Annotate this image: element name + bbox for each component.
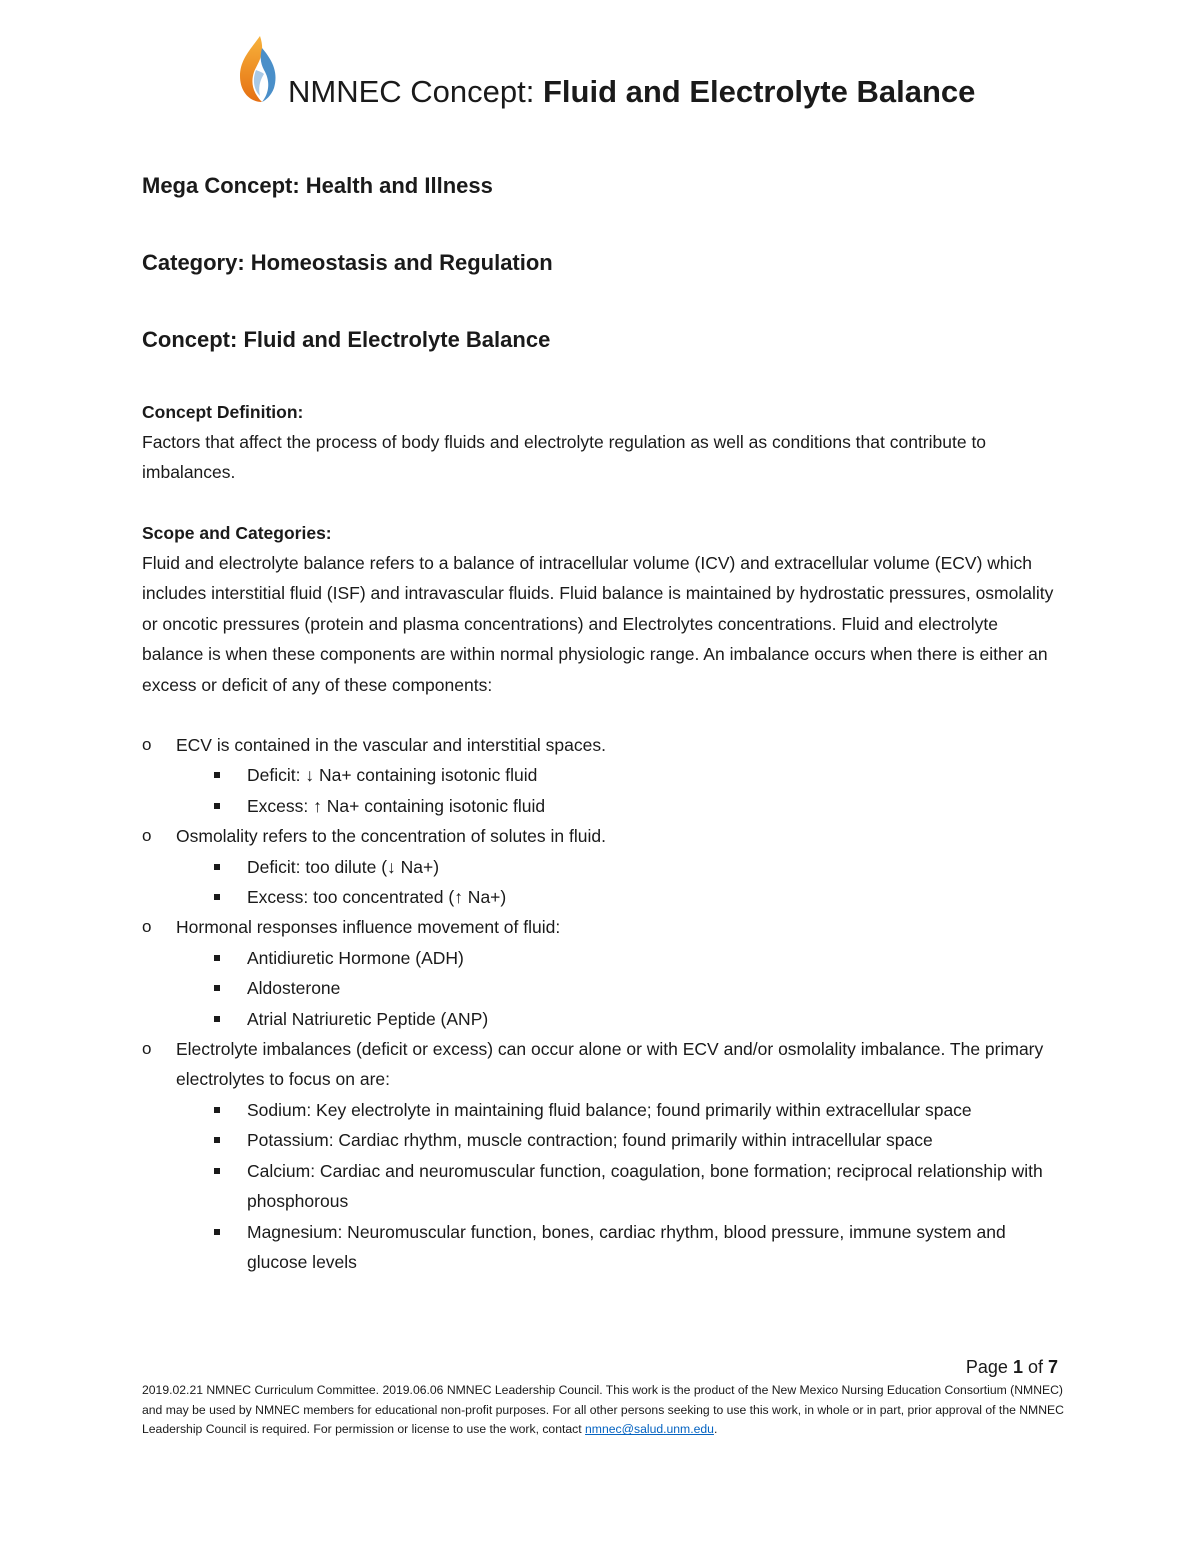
- flame-logo-icon: [236, 34, 280, 104]
- sub-list-item-text: Excess: ↑ Na+ containing isotonic fluid: [247, 795, 546, 816]
- sub-list-item-text: Deficit: too dilute (↓ Na+): [247, 856, 440, 877]
- list-marker: o: [142, 826, 152, 846]
- bullet-icon: [214, 985, 220, 991]
- sub-list-item-text: Aldosterone: [247, 978, 341, 999]
- bullet-icon: [214, 1107, 220, 1113]
- sub-list-item: [142, 973, 1062, 1003]
- bullet-icon: [214, 894, 220, 900]
- sub-list-item: [142, 1095, 1062, 1125]
- page-prefix: Page: [965, 1357, 1013, 1377]
- page-title: [288, 72, 975, 112]
- definition-label: Concept Definition:: [142, 402, 304, 422]
- list-item-text: Electrolyte imbalances (deficit or excess) can occur alone or with ECV and/or osmolality imbalance. The primary electrolytes to focus on are:: [176, 1039, 1044, 1090]
- list-item: [142, 730, 1062, 760]
- bullet-icon: [214, 1016, 220, 1022]
- page-total: 7: [1047, 1357, 1058, 1377]
- page-of: of: [1022, 1357, 1048, 1377]
- footer-notice-text: 2019.02.21 NMNEC Curriculum Committee. 2019.06.06 NMNEC Leadership Council. This work is the product of the New Mexico Nursing Education Consortium (NMNEC) and may be used by NMNEC members for educational non-profit purposes. For all other persons seeking to use this work, in whole or in part, prior approval of the NMNEC Leadership Council is required. For permission or license to use the work, contact: [142, 1383, 1064, 1437]
- contact-email-link[interactable]: nmnec@salud.unm.edu: [585, 1422, 714, 1437]
- sub-list-item-text: Potassium: Cardiac rhythm, muscle contraction; found primarily within intracellular space: [247, 1130, 933, 1151]
- list-marker: o: [142, 1039, 152, 1059]
- components-list: [142, 730, 1062, 1277]
- sub-list-item-text: Deficit: ↓ Na+ containing isotonic fluid: [247, 765, 538, 786]
- sub-list-item: [142, 1125, 1062, 1155]
- sub-list-item: [142, 760, 1062, 790]
- footer-notice-end: .: [713, 1422, 718, 1437]
- title-bold: Fluid and Electrolyte Balance: [542, 74, 976, 109]
- page-current: 1: [1012, 1357, 1023, 1377]
- sub-list-item-text: Excess: too concentrated (↑ Na+): [247, 887, 507, 908]
- sub-list-item: [142, 882, 1062, 912]
- bullet-icon: [214, 1168, 220, 1174]
- title-prefix: NMNEC Concept:: [288, 74, 543, 109]
- sub-list-item: [142, 1217, 1062, 1278]
- list-item-text: Hormonal responses influence movement of fluid:: [176, 917, 561, 938]
- sub-list-item: [142, 1004, 1062, 1034]
- list-item-text: ECV is contained in the vascular and interstitial spaces.: [176, 735, 606, 755]
- sub-list-item: [142, 791, 1062, 821]
- sub-list-item-text: Sodium: Key electrolyte in maintaining fluid balance; found primarily within extracellular space: [247, 1099, 972, 1120]
- definition-text: Factors that affect the process of body fluids and electrolyte regulation as well as conditions that contribute to imbalances.: [142, 432, 987, 483]
- list-item: [142, 1034, 1062, 1095]
- bullet-icon: [214, 803, 220, 809]
- sub-list-item: [142, 943, 1062, 973]
- bullet-icon: [214, 1137, 220, 1143]
- bullet-icon: [214, 1229, 220, 1235]
- page-number: [966, 1354, 1058, 1380]
- category-heading: Category: Homeostasis and Regulation: [142, 250, 553, 275]
- list-marker: o: [142, 735, 152, 754]
- document-header: [236, 34, 1036, 109]
- sub-list-item: [142, 1156, 1062, 1217]
- scope-text: Fluid and electrolyte balance refers to a balance of intracellular volume (ICV) and extracellular volume (ECV) which includes interstitial fluid (ISF) and intravascular fluids. Fluid balance is maintained by hydrostatic pressures, osmolality or oncotic pressures (protein and plasma concentrations) and Electrolytes concentrations. Fluid and electrolyte balance is when these components are within normal physiologic range. An imbalance occurs when there is either an excess or deficit of any of these components:: [142, 553, 1054, 695]
- list-item: [142, 912, 1062, 942]
- sub-list-item-text: Magnesium: Neuromuscular function, bones, cardiac rhythm, blood pressure, immune system and glucose levels: [247, 1221, 1006, 1272]
- mega-concept-heading: Mega Concept: Health and Illness: [142, 173, 493, 198]
- concept-heading: Concept: Fluid and Electrolyte Balance: [142, 327, 551, 352]
- sub-list-item: [142, 852, 1062, 882]
- sub-list-item-text: Calcium: Cardiac and neuromuscular function, coagulation, bone formation; reciprocal relationship with phosphorous: [247, 1160, 1043, 1212]
- sub-list-item-text: Antidiuretic Hormone (ADH): [247, 947, 464, 968]
- list-marker: o: [142, 917, 152, 937]
- sub-list-item-text: Atrial Natriuretic Peptide (ANP): [247, 1008, 489, 1029]
- bullet-icon: [214, 864, 220, 870]
- bullet-icon: [214, 772, 220, 778]
- list-item-text: Osmolality refers to the concentration of solutes in fluid.: [176, 826, 606, 847]
- scope-label: Scope and Categories:: [142, 523, 332, 543]
- list-item: [142, 821, 1062, 851]
- footer-notice: [142, 1381, 1064, 1440]
- bullet-icon: [214, 955, 220, 961]
